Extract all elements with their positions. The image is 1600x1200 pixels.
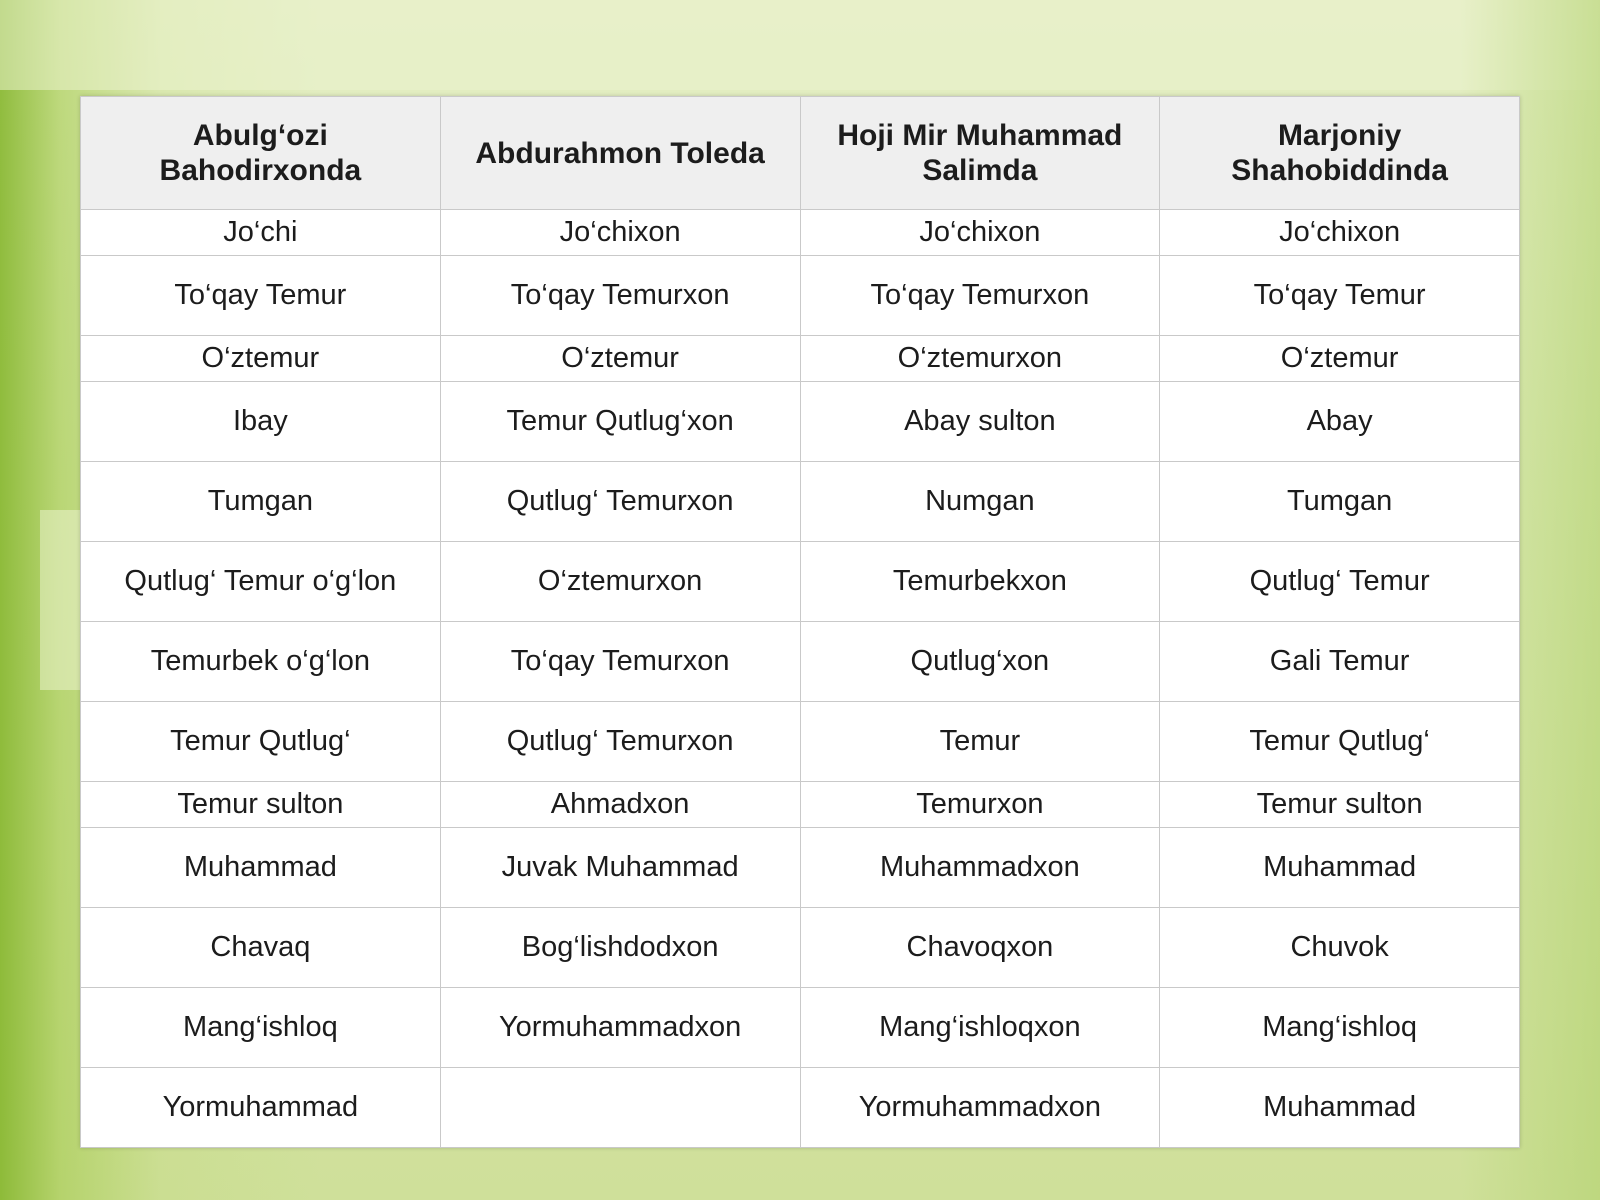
table-cell: Jo‘chixon (440, 210, 800, 256)
table-cell: Temur sulton (1160, 782, 1520, 828)
table-cell: Numgan (800, 462, 1160, 542)
table-cell: Temur sulton (81, 782, 441, 828)
table-cell: Muhammadxon (800, 828, 1160, 908)
table-cell: Muhammad (81, 828, 441, 908)
table-row (81, 462, 1520, 542)
table-cell: Jo‘chixon (800, 210, 1160, 256)
table-cell: Abay sulton (800, 382, 1160, 462)
table-cell: Temur (800, 702, 1160, 782)
table-cell: O‘ztemurxon (440, 542, 800, 622)
table-cell: O‘ztemur (440, 336, 800, 382)
table-cell: Qutlug‘ Temur (1160, 542, 1520, 622)
table-cell: Chavaq (81, 908, 441, 988)
table-cell: Yormuhammad (81, 1068, 441, 1148)
table-row (81, 210, 1520, 256)
table-cell: O‘ztemur (1160, 336, 1520, 382)
table-cell: Qutlug‘ Temur o‘g‘lon (81, 542, 441, 622)
column-header: Marjoniy Shahobiddinda (1160, 97, 1520, 210)
table-cell: Temur Qutlug‘xon (440, 382, 800, 462)
table-cell: Qutlug‘ Temurxon (440, 702, 800, 782)
table-cell: Gali Temur (1160, 622, 1520, 702)
table-cell: Tumgan (1160, 462, 1520, 542)
table-cell: Temurbek o‘g‘lon (81, 622, 441, 702)
table-cell: Temur Qutlug‘ (81, 702, 441, 782)
table-cell: To‘qay Temurxon (800, 256, 1160, 336)
genealogy-table (80, 96, 1520, 1148)
table-cell (440, 1068, 800, 1148)
table-row (81, 382, 1520, 462)
table-cell: Ahmadxon (440, 782, 800, 828)
column-header: Abulg‘ozi Bahodirxonda (81, 97, 441, 210)
table-cell: To‘qay Temur (1160, 256, 1520, 336)
table-row (81, 1068, 1520, 1148)
table-cell: Ibay (81, 382, 441, 462)
table-cell: To‘qay Temur (81, 256, 441, 336)
table-row (81, 988, 1520, 1068)
table-cell: Muhammad (1160, 828, 1520, 908)
table-cell: Tumgan (81, 462, 441, 542)
genealogy-table-container (80, 96, 1520, 1148)
table-cell: Jo‘chixon (1160, 210, 1520, 256)
table-cell: Yormuhammadxon (800, 1068, 1160, 1148)
table-cell: Muhammad (1160, 1068, 1520, 1148)
table-cell: To‘qay Temurxon (440, 256, 800, 336)
table-cell: Chavoqxon (800, 908, 1160, 988)
table-cell: O‘ztemur (81, 336, 441, 382)
table-cell: Jo‘chi (81, 210, 441, 256)
table-row (81, 702, 1520, 782)
table-cell: Qutlug‘xon (800, 622, 1160, 702)
table-cell: Temur Qutlug‘ (1160, 702, 1520, 782)
table-cell: Juvak Muhammad (440, 828, 800, 908)
table-row (81, 542, 1520, 622)
table-cell: Mang‘ishloq (81, 988, 441, 1068)
table-cell: O‘ztemurxon (800, 336, 1160, 382)
table-cell: Mang‘ishloq (1160, 988, 1520, 1068)
table-row (81, 782, 1520, 828)
table-cell: To‘qay Temurxon (440, 622, 800, 702)
column-header: Hoji Mir Muhammad Salimda (800, 97, 1160, 210)
table-cell: Chuvok (1160, 908, 1520, 988)
table-cell: Temurbekxon (800, 542, 1160, 622)
table-cell: Temurxon (800, 782, 1160, 828)
table-header-row (81, 97, 1520, 210)
column-header: Abdurahmon Toleda (440, 97, 800, 210)
table-cell: Mang‘ishloqxon (800, 988, 1160, 1068)
background-block (0, 0, 1600, 90)
table-cell: Abay (1160, 382, 1520, 462)
table-row (81, 256, 1520, 336)
table-row (81, 828, 1520, 908)
table-row (81, 622, 1520, 702)
table-cell: Yormuhammadxon (440, 988, 800, 1068)
table-row (81, 336, 1520, 382)
table-cell: Qutlug‘ Temurxon (440, 462, 800, 542)
table-row (81, 908, 1520, 988)
table-cell: Bog‘lishdodxon (440, 908, 800, 988)
